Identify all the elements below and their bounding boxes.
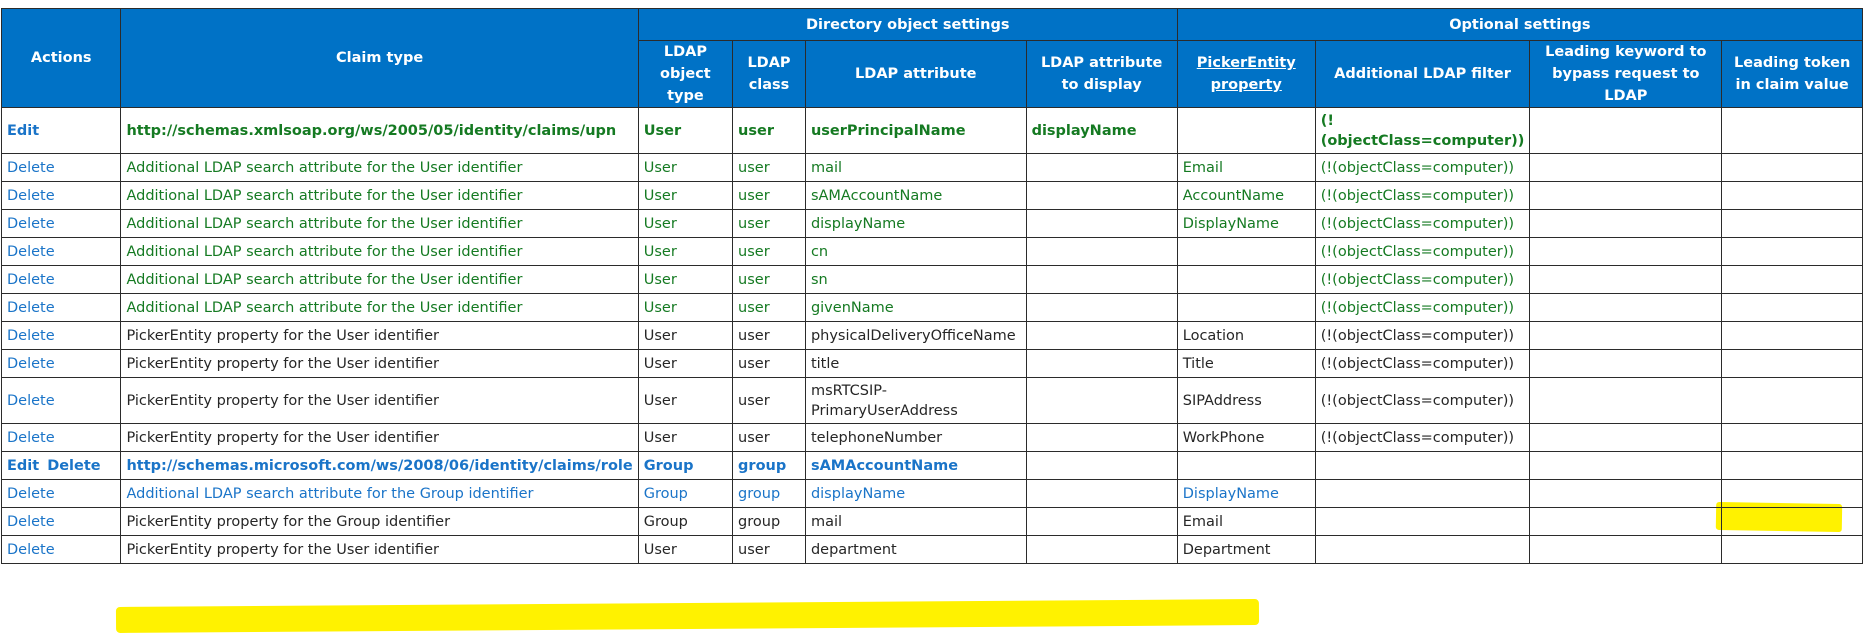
claim-type-cell: Additional LDAP search attribute for the Group identifier	[121, 480, 638, 508]
ldap-attribute-display-cell	[1026, 536, 1177, 564]
ldap-object-type-cell: User	[638, 322, 732, 350]
ldap-attribute-cell: userPrincipalName	[805, 108, 1026, 154]
delete-link[interactable]: Delete	[7, 243, 55, 260]
claim-type-cell: Additional LDAP search attribute for the User identifier	[121, 266, 638, 294]
leading-token-cell	[1722, 424, 1863, 452]
table-row	[2, 424, 1863, 452]
ldap-class-cell: user	[733, 424, 806, 452]
additional-ldap-filter-cell: (!(objectClass=computer))	[1315, 378, 1530, 424]
delete-link[interactable]: Delete	[7, 299, 55, 316]
col-additional-filter-header: Additional LDAP filter	[1315, 41, 1530, 108]
leading-keyword-cell	[1530, 154, 1722, 182]
ldap-attribute-cell: msRTCSIP-PrimaryUserAddress	[805, 378, 1026, 424]
ldap-attribute-cell: displayName	[805, 210, 1026, 238]
delete-link[interactable]: Delete	[7, 327, 55, 344]
ldap-attribute-cell: department	[805, 536, 1026, 564]
picker-entity-property-cell: AccountName	[1177, 182, 1315, 210]
ldap-object-type-cell: User	[638, 294, 732, 322]
claim-type-cell: Additional LDAP search attribute for the User identifier	[121, 210, 638, 238]
leading-token-cell	[1722, 480, 1863, 508]
ldap-object-type-cell: Group	[638, 508, 732, 536]
ldap-class-cell: user	[733, 536, 806, 564]
additional-ldap-filter-cell	[1315, 452, 1530, 480]
leading-keyword-cell	[1530, 238, 1722, 266]
claim-type-cell: PickerEntity property for the User identifier	[121, 350, 638, 378]
table-row	[2, 350, 1863, 378]
ldap-attribute-cell: cn	[805, 238, 1026, 266]
actions-cell	[2, 480, 121, 508]
picker-entity-property-cell	[1177, 108, 1315, 154]
ldap-object-type-cell: Group	[638, 480, 732, 508]
ldap-attribute-cell: title	[805, 350, 1026, 378]
ldap-attribute-display-cell	[1026, 294, 1177, 322]
leading-keyword-cell	[1530, 266, 1722, 294]
claim-type-cell: Additional LDAP search attribute for the User identifier	[121, 238, 638, 266]
ldap-attribute-display-cell	[1026, 480, 1177, 508]
ldap-object-type-cell: User	[638, 378, 732, 424]
leading-token-cell	[1722, 294, 1863, 322]
leading-token-cell	[1722, 266, 1863, 294]
table-row	[2, 480, 1863, 508]
ldap-class-cell: user	[733, 350, 806, 378]
claim-type-cell: PickerEntity property for the User identifier	[121, 536, 638, 564]
actions-cell	[2, 266, 121, 294]
ldap-object-type-cell: User	[638, 424, 732, 452]
actions-cell	[2, 452, 121, 480]
claim-type-cell: Additional LDAP search attribute for the User identifier	[121, 182, 638, 210]
delete-link[interactable]: Delete	[7, 392, 55, 409]
delete-link[interactable]: Delete	[7, 187, 55, 204]
ldap-attribute-display-cell	[1026, 210, 1177, 238]
delete-link[interactable]: Delete	[7, 271, 55, 288]
picker-entity-property-cell: Title	[1177, 350, 1315, 378]
leading-keyword-cell	[1530, 322, 1722, 350]
ldap-object-type-cell: User	[638, 108, 732, 154]
ldap-attribute-display-cell	[1026, 154, 1177, 182]
actions-cell	[2, 536, 121, 564]
picker-entity-property-cell	[1177, 266, 1315, 294]
picker-entity-property-cell: Department	[1177, 536, 1315, 564]
table-row	[2, 238, 1863, 266]
delete-link[interactable]: Delete	[47, 457, 101, 474]
additional-ldap-filter-cell: (!(objectClass=computer))	[1315, 182, 1530, 210]
picker-entity-property-cell: Email	[1177, 154, 1315, 182]
leading-token-cell	[1722, 378, 1863, 424]
leading-token-cell	[1722, 350, 1863, 378]
additional-ldap-filter-cell: (!(objectClass=computer))	[1315, 238, 1530, 266]
table-row	[2, 322, 1863, 350]
ldap-object-type-cell: User	[638, 266, 732, 294]
ldap-attribute-display-cell	[1026, 350, 1177, 378]
leading-token-cell	[1722, 508, 1863, 536]
table-body	[2, 108, 1863, 564]
col-ldap-object-type-header: LDAP object type	[638, 41, 732, 108]
leading-token-cell	[1722, 536, 1863, 564]
table-row	[2, 210, 1863, 238]
additional-ldap-filter-cell: (!(objectClass=computer))	[1315, 154, 1530, 182]
picker-entity-property-cell: Location	[1177, 322, 1315, 350]
additional-ldap-filter-cell: (!(objectClass=computer))	[1315, 322, 1530, 350]
actions-cell	[2, 108, 121, 154]
ldap-object-type-cell: User	[638, 210, 732, 238]
additional-ldap-filter-cell	[1315, 508, 1530, 536]
ldap-attribute-display-cell	[1026, 452, 1177, 480]
claim-type-cell: Additional LDAP search attribute for the User identifier	[121, 294, 638, 322]
claim-type-cell: http://schemas.xmlsoap.org/ws/2005/05/identity/claims/upn	[121, 108, 638, 154]
additional-ldap-filter-cell: (!(objectClass=computer))	[1315, 210, 1530, 238]
group-header-directory: Directory object settings	[638, 9, 1177, 41]
table-row	[2, 452, 1863, 480]
delete-link[interactable]: Delete	[7, 485, 55, 502]
col-ldap-attribute-header: LDAP attribute	[805, 41, 1026, 108]
table-row	[2, 536, 1863, 564]
additional-ldap-filter-cell: (!(objectClass=computer))	[1315, 108, 1530, 154]
highlight-marker-last-row	[116, 599, 1259, 633]
actions-cell	[2, 182, 121, 210]
ldap-attribute-cell: mail	[805, 508, 1026, 536]
ldap-attribute-display-cell	[1026, 322, 1177, 350]
leading-token-cell	[1722, 108, 1863, 154]
ldap-object-type-cell: Group	[638, 452, 732, 480]
ldap-object-type-cell: User	[638, 536, 732, 564]
claim-type-cell: Additional LDAP search attribute for the User identifier	[121, 154, 638, 182]
additional-ldap-filter-cell	[1315, 480, 1530, 508]
table-row	[2, 266, 1863, 294]
leading-keyword-cell	[1530, 210, 1722, 238]
additional-ldap-filter-cell	[1315, 536, 1530, 564]
ldap-attribute-cell: physicalDeliveryOfficeName	[805, 322, 1026, 350]
col-picker-entity-header[interactable]	[1177, 41, 1315, 108]
ldap-class-cell: user	[733, 182, 806, 210]
col-ldap-class-header: LDAP class	[733, 41, 806, 108]
picker-entity-property-cell	[1177, 452, 1315, 480]
ldap-attribute-display-cell: displayName	[1026, 108, 1177, 154]
ldap-attribute-cell: telephoneNumber	[805, 424, 1026, 452]
ldap-attribute-cell: givenName	[805, 294, 1026, 322]
actions-cell	[2, 238, 121, 266]
picker-entity-property-cell: WorkPhone	[1177, 424, 1315, 452]
delete-link[interactable]: Delete	[7, 541, 55, 558]
table-row	[2, 154, 1863, 182]
actions-cell	[2, 294, 121, 322]
edit-link[interactable]: Edit	[7, 457, 40, 474]
leading-token-cell	[1722, 238, 1863, 266]
claim-type-cell: PickerEntity property for the User identifier	[121, 322, 638, 350]
delete-link[interactable]: Delete	[7, 355, 55, 372]
leading-keyword-cell	[1530, 480, 1722, 508]
picker-entity-property-cell: DisplayName	[1177, 480, 1315, 508]
actions-cell	[2, 508, 121, 536]
leading-token-cell	[1722, 210, 1863, 238]
leading-keyword-cell	[1530, 182, 1722, 210]
leading-token-cell	[1722, 322, 1863, 350]
leading-keyword-cell	[1530, 108, 1722, 154]
edit-link[interactable]: Edit	[7, 122, 40, 139]
claim-type-config-table	[1, 8, 1863, 564]
ldap-class-cell: user	[733, 210, 806, 238]
ldap-class-cell: user	[733, 294, 806, 322]
delete-link[interactable]: Delete	[7, 513, 55, 530]
leading-token-cell	[1722, 182, 1863, 210]
claim-type-cell: PickerEntity property for the User identifier	[121, 378, 638, 424]
leading-token-cell	[1722, 154, 1863, 182]
group-header-optional: Optional settings	[1177, 9, 1862, 41]
ldap-class-cell: group	[733, 508, 806, 536]
picker-entity-property-cell	[1177, 294, 1315, 322]
leading-keyword-cell	[1530, 294, 1722, 322]
claim-type-cell: PickerEntity property for the Group identifier	[121, 508, 638, 536]
claim-type-cell: PickerEntity property for the User identifier	[121, 424, 638, 452]
col-claim-type-header: Claim type	[121, 9, 638, 108]
ldap-attribute-cell: mail	[805, 154, 1026, 182]
table-row	[2, 294, 1863, 322]
ldap-object-type-cell: User	[638, 238, 732, 266]
ldap-class-cell: user	[733, 266, 806, 294]
ldap-object-type-cell: User	[638, 154, 732, 182]
ldap-class-cell: user	[733, 154, 806, 182]
delete-link[interactable]: Delete	[7, 429, 55, 446]
picker-entity-property-cell: SIPAddress	[1177, 378, 1315, 424]
actions-cell	[2, 322, 121, 350]
delete-link[interactable]: Delete	[7, 159, 55, 176]
ldap-attribute-display-cell	[1026, 424, 1177, 452]
table-row	[2, 182, 1863, 210]
table-row	[2, 508, 1863, 536]
actions-cell	[2, 210, 121, 238]
additional-ldap-filter-cell: (!(objectClass=computer))	[1315, 294, 1530, 322]
ldap-class-cell: group	[733, 480, 806, 508]
leading-keyword-cell	[1530, 378, 1722, 424]
col-actions-header: Actions	[2, 9, 121, 108]
ldap-attribute-cell: sAMAccountName	[805, 182, 1026, 210]
ldap-class-cell: group	[733, 452, 806, 480]
delete-link[interactable]: Delete	[7, 215, 55, 232]
actions-cell	[2, 378, 121, 424]
ldap-attribute-display-cell	[1026, 266, 1177, 294]
ldap-class-cell: user	[733, 378, 806, 424]
claim-type-cell: http://schemas.microsoft.com/ws/2008/06/identity/claims/role	[121, 452, 638, 480]
table-row	[2, 108, 1863, 154]
actions-cell	[2, 154, 121, 182]
ldap-class-cell: user	[733, 322, 806, 350]
leading-keyword-cell	[1530, 536, 1722, 564]
ldap-attribute-cell: sAMAccountName	[805, 452, 1026, 480]
leading-keyword-cell	[1530, 350, 1722, 378]
ldap-class-cell: user	[733, 108, 806, 154]
col-leading-token-header: Leading token in claim value	[1722, 41, 1863, 108]
col-ldap-attribute-display-header: LDAP attribute to display	[1026, 41, 1177, 108]
actions-cell	[2, 424, 121, 452]
leading-token-cell	[1722, 452, 1863, 480]
ldap-object-type-cell: User	[638, 350, 732, 378]
ldap-object-type-cell: User	[638, 182, 732, 210]
leading-keyword-cell	[1530, 508, 1722, 536]
ldap-attribute-cell: sn	[805, 266, 1026, 294]
actions-cell	[2, 350, 121, 378]
picker-entity-property-cell: DisplayName	[1177, 210, 1315, 238]
additional-ldap-filter-cell: (!(objectClass=computer))	[1315, 266, 1530, 294]
additional-ldap-filter-cell: (!(objectClass=computer))	[1315, 424, 1530, 452]
ldap-attribute-display-cell	[1026, 508, 1177, 536]
picker-entity-property-cell	[1177, 238, 1315, 266]
picker-entity-property-cell: Email	[1177, 508, 1315, 536]
ldap-attribute-cell: displayName	[805, 480, 1026, 508]
ldap-attribute-display-cell	[1026, 182, 1177, 210]
ldap-class-cell: user	[733, 238, 806, 266]
picker-entity-link[interactable]: PickerEntity property	[1196, 55, 1296, 93]
leading-keyword-cell	[1530, 424, 1722, 452]
table-row	[2, 378, 1863, 424]
leading-keyword-cell	[1530, 452, 1722, 480]
ldap-attribute-display-cell	[1026, 238, 1177, 266]
col-leading-keyword-header: Leading keyword to bypass request to LDAP	[1530, 41, 1722, 108]
additional-ldap-filter-cell: (!(objectClass=computer))	[1315, 350, 1530, 378]
ldap-attribute-display-cell	[1026, 378, 1177, 424]
